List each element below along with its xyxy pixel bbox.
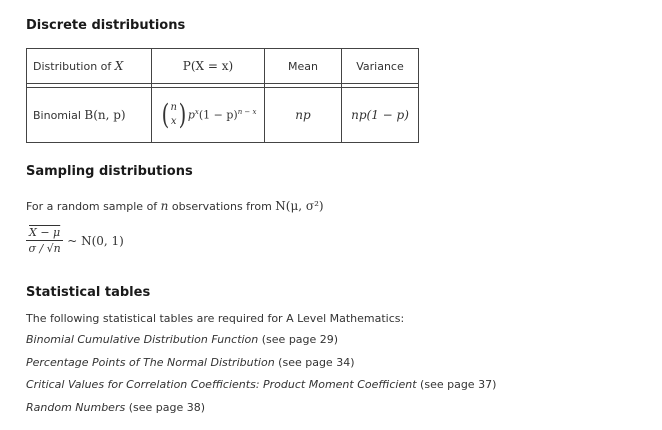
binomial-variance: np(1 − p) (342, 88, 419, 143)
header-distribution-label: Distribution of (33, 60, 115, 73)
left-paren: ( (161, 98, 169, 131)
table-reference-correlation (26, 378, 496, 391)
header-distribution-var: X (114, 59, 124, 73)
fraction-numerator: X − μ (26, 226, 63, 241)
pmf-p: p (187, 108, 195, 122)
coef-bottom: x (170, 116, 177, 127)
binomial-name-label: Binomial (33, 109, 85, 122)
table-reference-name: Critical Values for Correlation Coefficients: Product Moment Coefficient (26, 378, 417, 391)
table-reference-name: Random Numbers (26, 401, 126, 414)
table-reference-page: (see page 29) (258, 333, 339, 346)
fraction-result: ~ N(0, 1) (67, 233, 124, 248)
sampling-sentence-var: n (160, 199, 169, 213)
table-header-row (27, 49, 419, 84)
header-distribution (27, 49, 152, 84)
table-reference-page: (see page 37) (416, 378, 497, 391)
binomial-name-cell (27, 88, 152, 143)
statistical-tables-heading: Statistical tables (26, 285, 151, 300)
header-mean: Mean (265, 49, 342, 84)
table-reference-normal (26, 356, 354, 369)
sampling-sentence-math: N(μ, σ²) (275, 199, 324, 213)
binomial-pmf-cell (152, 88, 265, 143)
table-reference-name: Percentage Points of The Normal Distribution (26, 356, 275, 369)
binomial-name-math: B(n, p) (84, 108, 126, 122)
table-reference-binomial (26, 333, 338, 346)
sampling-distributions-heading: Sampling distributions (26, 164, 193, 179)
sampling-sentence-prefix: For a random sample of (26, 200, 161, 213)
sampling-sentence-mid: observations from (168, 200, 276, 213)
table-reference-page: (see page 34) (274, 356, 355, 369)
table-row-binomial (27, 88, 419, 143)
table-reference-random (26, 401, 205, 414)
statistical-tables-intro: The following statistical tables are required for A Level Mathematics: (26, 312, 405, 325)
table-reference-page: (see page 38) (125, 401, 206, 414)
discrete-distributions-table (26, 48, 419, 143)
pmf-one-minus-p: (1 − p) (198, 108, 238, 122)
sampling-sentence (26, 199, 324, 213)
standardised-fraction (26, 226, 63, 255)
table-reference-name: Binomial Cumulative Distribution Function (26, 333, 259, 346)
binomial-coefficient (170, 101, 176, 129)
discrete-distributions-heading: Discrete distributions (26, 18, 186, 33)
coef-top: n (170, 102, 177, 113)
pmf-sup-x: x (194, 108, 199, 117)
standardised-mean-formula (26, 226, 124, 255)
binomial-pmf (160, 98, 257, 131)
fraction-denominator: σ / √n (28, 242, 61, 255)
pmf-sup-n-minus-x: n − x (237, 108, 257, 117)
header-probability: P(X = x) (152, 49, 265, 84)
binomial-mean: np (265, 88, 342, 143)
header-variance: Variance (342, 49, 419, 84)
right-paren: ) (178, 98, 187, 131)
